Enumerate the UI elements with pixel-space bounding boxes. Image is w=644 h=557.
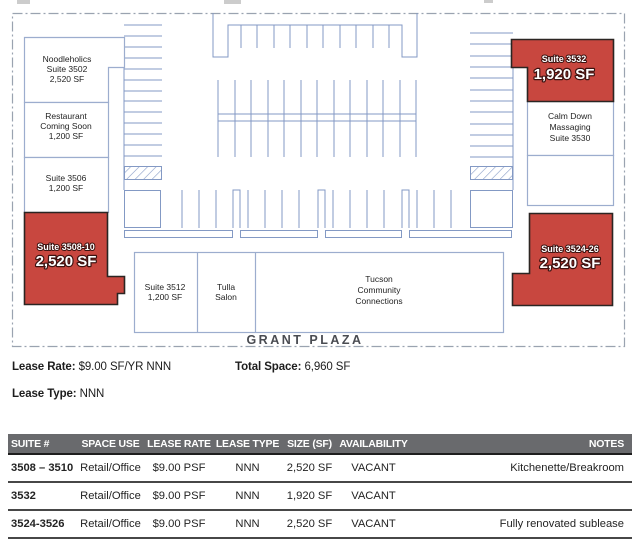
col-header-suite: SUITE # xyxy=(11,437,50,450)
parking-area xyxy=(124,13,513,238)
col-header-size: SIZE (SF) xyxy=(287,437,332,450)
unit-bottom-row xyxy=(135,253,504,333)
unit-calm-down-label: Massaging xyxy=(549,122,591,132)
parking-bottom-stalls-icon xyxy=(182,190,451,228)
cell-availability: VACANT xyxy=(351,490,396,502)
unit-unlabeled xyxy=(528,156,614,206)
corral-right xyxy=(471,191,513,228)
cell-size: 2,520 SF xyxy=(286,462,333,474)
hatched-zone-right-icon xyxy=(471,167,513,180)
cell-space-use: Retail/Office xyxy=(80,490,141,502)
cell-lease-type: NNN xyxy=(235,490,260,502)
unit-3512-label: Suite 3512 xyxy=(144,282,186,292)
cell-suite: 3532 xyxy=(11,490,36,502)
street-label: GRANT PLAZA xyxy=(246,333,364,347)
cell-lease-rate: $9.00 PSF xyxy=(152,462,206,474)
availability-table xyxy=(8,434,632,539)
table-row xyxy=(8,455,632,483)
total-space-value: 6,960 SF xyxy=(304,361,351,373)
unit-3512-label: 1,200 SF xyxy=(147,292,183,302)
unit-noodleholics-label: Suite 3502 xyxy=(46,64,88,74)
unit-tucson-label: Community xyxy=(357,285,401,295)
unit-calm-down-label: Suite 3530 xyxy=(549,133,591,143)
table-row xyxy=(8,483,632,511)
cell-suite: 3524-3526 xyxy=(11,518,65,530)
col-header-lease-type: LEASE TYPE xyxy=(215,437,280,450)
cell-lease-rate: $9.00 PSF xyxy=(152,490,206,502)
total-space xyxy=(235,361,350,373)
unit-tucson-label: Tucson xyxy=(365,274,393,284)
unit-calm-down-label: Calm Down xyxy=(548,111,592,121)
parking-top-stalls-icon xyxy=(241,25,389,48)
cell-availability: VACANT xyxy=(351,462,396,474)
lease-rate-value: $9.00 SF/YR NNN xyxy=(78,361,172,373)
cell-lease-type: NNN xyxy=(235,462,260,474)
unit-restaurant-label: 1,200 SF xyxy=(48,131,84,141)
lease-type-label: Lease Type: xyxy=(12,388,77,400)
unit-3524-26-size: 2,520 SF xyxy=(539,255,601,272)
walkway-segment xyxy=(326,231,402,238)
table-row xyxy=(8,511,632,539)
cell-size: 2,520 SF xyxy=(286,518,333,530)
parking-bottom-posts xyxy=(233,190,409,228)
table-header-row xyxy=(8,434,632,455)
cell-availability: VACANT xyxy=(351,518,396,530)
corral-left xyxy=(125,191,161,228)
cell-space-use: Retail/Office xyxy=(80,462,141,474)
unit-3508-10-label: Suite 3508-10 xyxy=(37,242,95,252)
cell-notes: Fully renovated sublease xyxy=(499,518,624,530)
unit-3508-10-size: 2,520 SF xyxy=(35,253,97,270)
walkway-segment xyxy=(241,231,318,238)
cell-suite: 3508 – 3510 xyxy=(11,462,74,474)
cell-space-use: Retail/Office xyxy=(80,518,141,530)
parking-top-outline xyxy=(213,13,417,57)
parking-center-stalls-icon xyxy=(218,80,416,157)
unit-3506-label: 1,200 SF xyxy=(48,183,84,193)
cropped-edge-marks xyxy=(17,0,493,4)
col-header-lease-rate: LEASE RATE xyxy=(147,437,211,450)
parking-row-left-icon xyxy=(124,25,162,156)
col-header-space-use: SPACE USE xyxy=(81,437,140,450)
cell-notes: Kitchenette/Breakroom xyxy=(510,462,624,474)
cell-lease-rate: $9.00 PSF xyxy=(152,518,206,530)
col-header-availability: AVAILABILITY xyxy=(339,437,408,450)
unit-3524-26-label: Suite 3524-26 xyxy=(541,244,599,254)
walkway-segment xyxy=(410,231,512,238)
unit-3532-label: Suite 3532 xyxy=(541,54,587,64)
walkway-segment xyxy=(125,231,233,238)
unit-tulla-label: Tulla xyxy=(216,282,236,292)
unit-3532-size: 1,920 SF xyxy=(533,66,595,83)
lease-rate xyxy=(12,361,171,373)
parking-row-right-icon xyxy=(470,33,513,157)
lease-rate-label: Lease Rate: xyxy=(12,361,76,373)
col-header-notes: NOTES xyxy=(588,437,624,450)
hatched-zone-left-icon xyxy=(125,167,162,180)
unit-tucson-label: Connections xyxy=(355,296,403,306)
lease-type-value: NNN xyxy=(79,388,105,400)
unit-noodleholics-label: Noodleholics xyxy=(42,54,92,64)
lease-type xyxy=(12,388,104,400)
unit-3506-label: Suite 3506 xyxy=(45,173,87,183)
cell-lease-type: NNN xyxy=(235,518,260,530)
unit-restaurant-label: Coming Soon xyxy=(40,121,92,131)
cell-size: 1,920 SF xyxy=(286,490,333,502)
unit-restaurant-label: Restaurant xyxy=(45,111,87,121)
unit-tulla-label: Salon xyxy=(215,292,237,302)
total-space-label: Total Space: xyxy=(235,361,302,373)
unit-noodleholics-label: 2,520 SF xyxy=(49,74,85,84)
